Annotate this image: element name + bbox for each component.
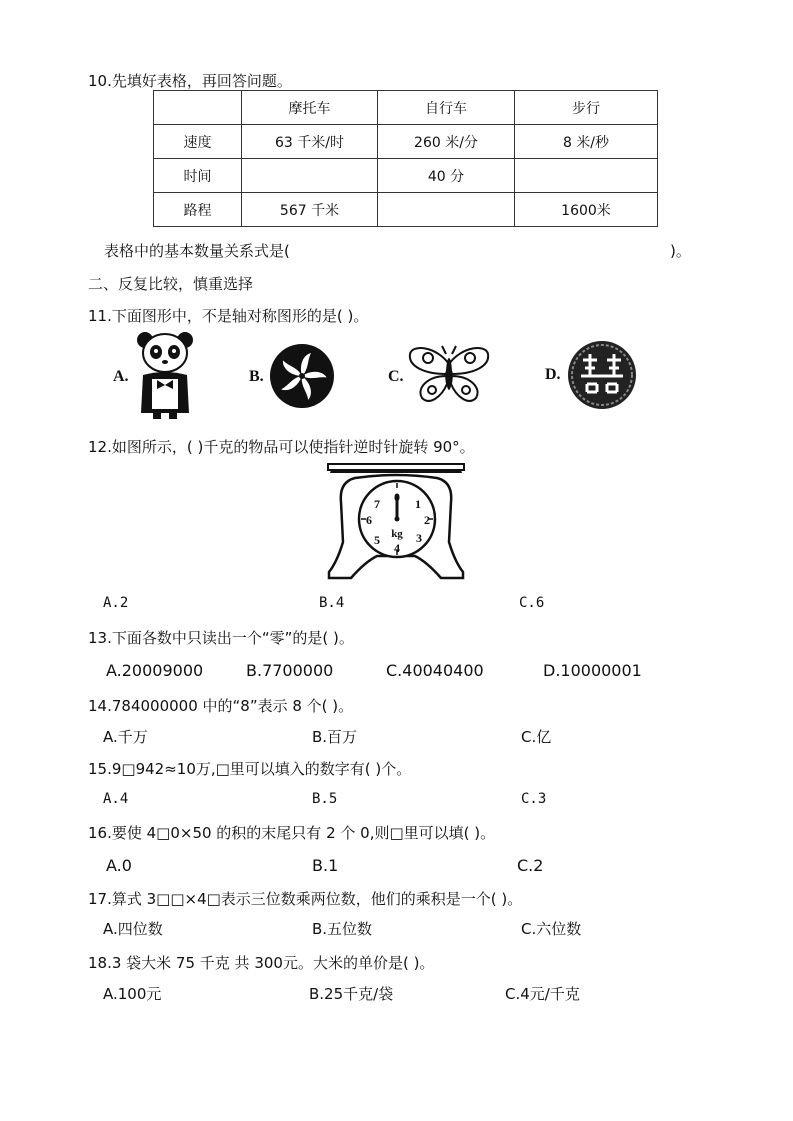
scale-number: 4 — [394, 541, 400, 555]
q18-title: 18.3 袋大米 75 千克 共 300元。大米的单价是( )。 — [88, 954, 435, 972]
pinwheel-flower-icon — [269, 343, 335, 409]
q10-relation-prefix: 表格中的基本数量关系式是( — [104, 242, 290, 260]
table-cell: 63 千米/时 — [242, 125, 378, 159]
q15-title: 15.9□942≈10万,□里可以填入的数字有( )个。 — [88, 760, 412, 778]
scale-number: 7 — [374, 497, 380, 511]
table-header: 步行 — [515, 91, 658, 125]
scale-number: 2 — [424, 513, 430, 527]
q17-option-c[interactable]: C.六位数 — [521, 920, 582, 938]
q15-option-b[interactable]: B.5 — [312, 791, 338, 807]
table-cell: 8 米/秒 — [515, 125, 658, 159]
q12-title: 12.如图所示，( )千克的物品可以使指针逆时针旋转 90°。 — [88, 438, 475, 456]
q15-option-c[interactable]: C.3 — [521, 791, 547, 807]
kitchen-scale-figure — [325, 462, 467, 580]
q11-option-c-label[interactable]: C. — [388, 368, 404, 385]
q12-option-b[interactable]: B.4 — [319, 595, 345, 611]
q13-title: 13.下面各数中只读出一个“零”的是( )。 — [88, 629, 354, 647]
table-cell[interactable] — [515, 159, 658, 193]
q16-option-a[interactable]: A.0 — [106, 856, 132, 875]
table-cell: 时间 — [154, 159, 242, 193]
q18-option-c[interactable]: C.4元/千克 — [505, 985, 580, 1003]
q12-option-c[interactable]: C.6 — [519, 595, 545, 611]
section2-title: 二、反复比较，慎重选择 — [88, 275, 254, 293]
table-row — [154, 125, 658, 159]
scale-unit: kg — [391, 528, 403, 540]
q13-option-c[interactable]: C.40040400 — [386, 661, 484, 680]
table-row — [154, 159, 658, 193]
q18-option-b[interactable]: B.25千克/袋 — [309, 985, 394, 1003]
q16-option-c[interactable]: C.2 — [517, 856, 544, 875]
table-row — [154, 193, 658, 227]
double-happiness-icon — [567, 340, 637, 410]
table-header: 摩托车 — [242, 91, 378, 125]
q14-option-a[interactable]: A.千万 — [103, 728, 148, 746]
q10-relation-suffix: )。 — [670, 242, 691, 260]
q15-option-a[interactable]: A.4 — [103, 791, 129, 807]
table-cell — [154, 91, 242, 125]
q10-title: 10.先填好表格，再回答问题。 — [88, 72, 292, 90]
table-header: 自行车 — [378, 91, 515, 125]
table-cell: 1600米 — [515, 193, 658, 227]
table-cell[interactable] — [242, 159, 378, 193]
q14-title: 14.784000000 中的“8”表示 8 个( )。 — [88, 697, 354, 715]
scale-number: 3 — [416, 531, 422, 545]
table-row — [154, 91, 658, 125]
scale-number: 5 — [374, 533, 380, 547]
q13-option-b[interactable]: B.7700000 — [246, 661, 334, 680]
table-cell: 260 米/分 — [378, 125, 515, 159]
q13-option-a[interactable]: A.20009000 — [106, 661, 204, 680]
panda-icon — [135, 331, 195, 419]
table-cell: 567 千米 — [242, 193, 378, 227]
q18-option-a[interactable]: A.100元 — [103, 985, 162, 1003]
scale-number: 0 — [394, 490, 400, 504]
q11-option-d-label[interactable]: D. — [545, 366, 561, 383]
q14-option-c[interactable]: C.亿 — [521, 728, 552, 746]
q17-option-a[interactable]: A.四位数 — [103, 920, 163, 938]
q16-option-b[interactable]: B.1 — [312, 856, 339, 875]
q11-option-b-label[interactable]: B. — [249, 368, 264, 385]
table-cell: 速度 — [154, 125, 242, 159]
scale-number: 6 — [366, 513, 372, 527]
q17-title: 17.算式 3□□×4□表示三位数乘两位数，他们的乘积是一个( )。 — [88, 890, 523, 908]
table-cell[interactable] — [378, 193, 515, 227]
q11-title: 11.下面图形中，不是轴对称图形的是( )。 — [88, 307, 369, 325]
q17-option-b[interactable]: B.五位数 — [312, 920, 373, 938]
q16-title: 16.要使 4□0×50 的积的末尾只有 2 个 0,则□里可以填( )。 — [88, 824, 496, 842]
q13-option-d[interactable]: D.10000001 — [543, 661, 642, 680]
table-cell: 路程 — [154, 193, 242, 227]
q14-option-b[interactable]: B.百万 — [312, 728, 358, 746]
butterfly-icon — [406, 344, 492, 406]
q10-table — [153, 90, 658, 227]
q12-option-a[interactable]: A.2 — [103, 595, 129, 611]
q11-option-a-label[interactable]: A. — [113, 368, 129, 385]
table-cell: 40 分 — [378, 159, 515, 193]
scale-number: 1 — [415, 497, 421, 511]
